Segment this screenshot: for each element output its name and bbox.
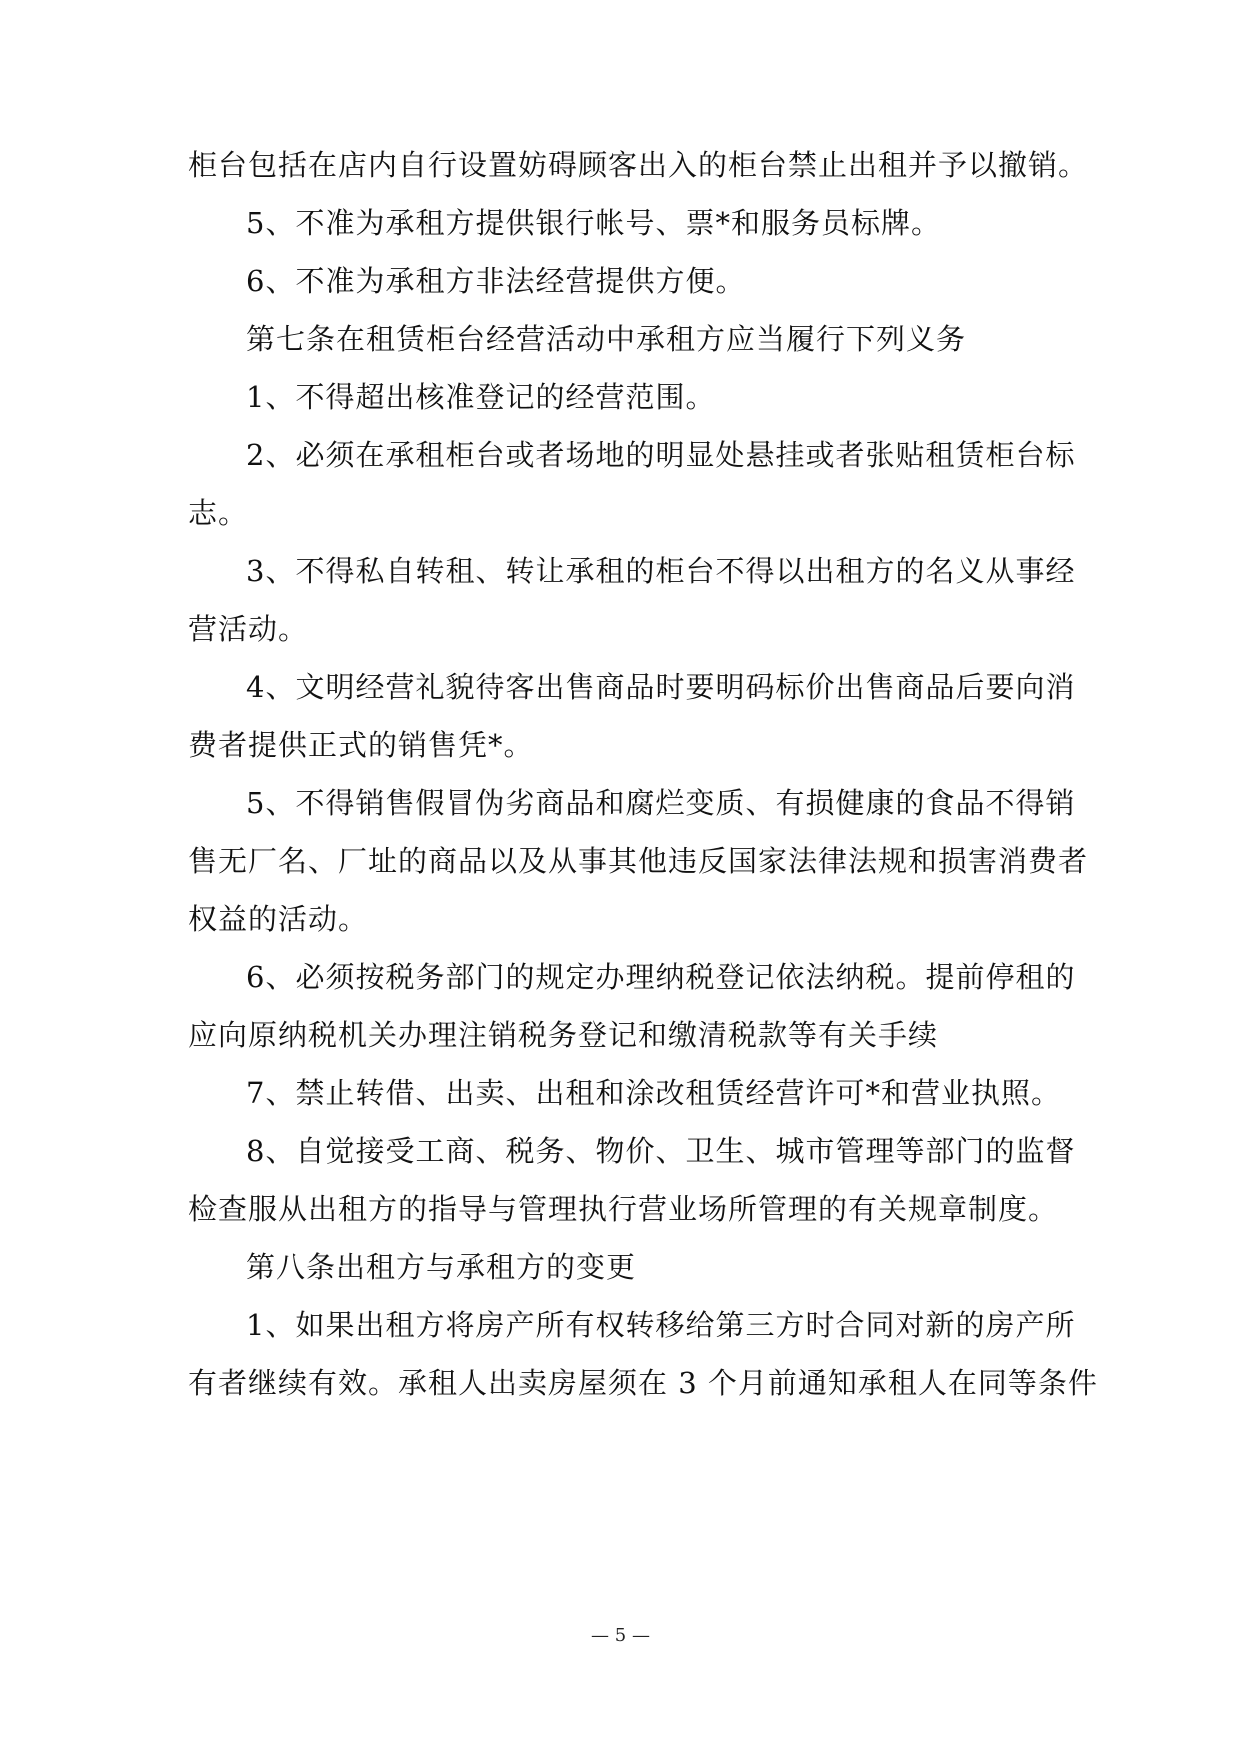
text-line: 售无厂名、厂址的商品以及从事其他违反国家法律法规和损害消费者 <box>188 844 1089 878</box>
text-line: 权益的活动。 <box>188 902 369 936</box>
text-line: 6、必须按税务部门的规定办理纳税登记依法纳税。提前停租的 <box>246 960 1076 994</box>
text-line: 检查服从出租方的指导与管理执行营业场所管理的有关规章制度。 <box>188 1192 1059 1226</box>
text-line: 5、不得销售假冒伪劣商品和腐烂变质、有损健康的食品不得销 <box>246 786 1076 820</box>
text-line: 8、自觉接受工商、税务、物价、卫生、城市管理等部门的监督 <box>246 1134 1076 1168</box>
text-line: 1、如果出租方将房产所有权转移给第三方时合同对新的房产所 <box>246 1308 1076 1342</box>
text-line: 1、不得超出核准登记的经营范围。 <box>246 380 716 414</box>
text-line: 费者提供正式的销售凭*。 <box>188 728 534 762</box>
text-line: 3、不得私自转租、转让承租的柜台不得以出租方的名义从事经 <box>246 554 1076 588</box>
text-line: 5、不准为承租方提供银行帐号、票*和服务员标牌。 <box>246 206 941 240</box>
text-line: 柜台包括在店内自行设置妨碍顾客出入的柜台禁止出租并予以撤销。 <box>188 148 1089 182</box>
section-heading: 第七条在租赁柜台经营活动中承租方应当履行下列义务 <box>246 322 967 356</box>
text-line: 7、禁止转借、出卖、出租和涂改租赁经营许可*和营业执照。 <box>246 1076 1061 1110</box>
text-line: 4、文明经营礼貌待客出售商品时要明码标价出售商品后要向消 <box>246 670 1076 704</box>
text-line: 营活动。 <box>188 612 309 646</box>
text-line: 有者继续有效。承租人出卖房屋须在 3 个月前通知承租人在同等条件 <box>188 1366 1098 1400</box>
section-heading: 第八条出租方与承租方的变更 <box>246 1250 637 1284</box>
text-line: 应向原纳税机关办理注销税务登记和缴清税款等有关手续 <box>188 1018 939 1052</box>
text-line: 6、不准为承租方非法经营提供方便。 <box>246 264 746 298</box>
text-line: 志。 <box>188 496 249 530</box>
page-number: — 5 — <box>591 1625 650 1646</box>
text-line: 2、必须在承租柜台或者场地的明显处悬挂或者张贴租赁柜台标 <box>246 438 1076 472</box>
